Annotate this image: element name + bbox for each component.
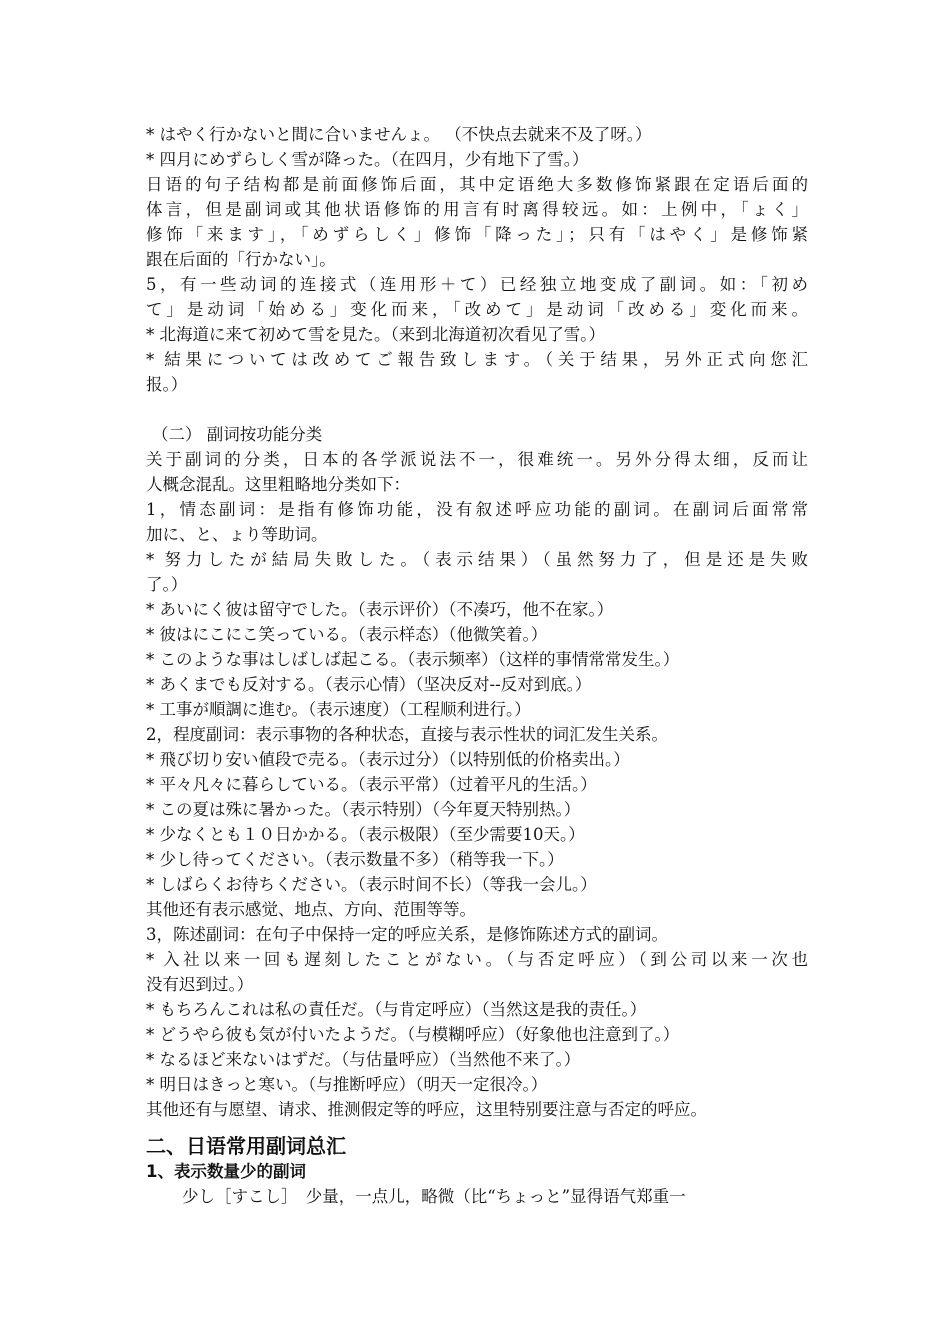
text-line: 其他还有与愿望、请求、推测假定等的呼应，这里特别要注意与否定的呼应。 (146, 1100, 707, 1119)
text-line: 1，情态副词：是指有修饰功能，没有叙述呼应功能的副词。在副词后面常常 (146, 500, 808, 519)
spacer (146, 397, 808, 422)
paragraph-block-1 (146, 122, 808, 397)
text-line: 2，程度副词：表示事物的各种状态，直接与表示性状的词汇发生关系。 (146, 725, 668, 744)
text-line: * 彼はにこにこ笑っている。（表示样态）（他微笑着。） (146, 625, 548, 644)
text-line: * はやく行かないと間に合いませんょ。 （不快点去就来不及了呀。） (146, 125, 652, 144)
text-line: * この夏は殊に暑かった。（表示特别）（今年夏天特别热。） (146, 800, 581, 819)
text-line: 修饰「来ます」，「めずらしく」修饰「降った」；只有「はやく」是修饰紧 (146, 225, 808, 244)
text-line: て」是动词「始める」变化而来，「改めて」是动词「改める」変化而来。 (146, 300, 808, 319)
text-line: * もちろんこれは私の責任だ。（与肯定呼应）（当然这是我的责任。） (146, 1000, 647, 1019)
vocabulary-entry: 少し［すこし］ 少量，一点儿，略微（比“ちょっと”显得语气郑重一 (182, 1187, 686, 1206)
text-line: 报。） (146, 375, 188, 394)
text-line: * なるほど来ないはずだ。（与估量呼应）（当然他不来了。） (146, 1050, 581, 1069)
text-line: * 少なくとも１０日かかる。（表示极限）（至少需要10天。） (146, 825, 585, 844)
text-line: * 少し待ってください。（表示数量不多）（稍等我一下。） (146, 850, 564, 869)
text-line: 了。） (146, 575, 188, 594)
text-line: * しばらくお待ちください。（表示时间不长）（等我一会儿。） (146, 875, 597, 894)
text-line: * 飛び切り安い値段で売る。（表示过分）（以特别低的价格卖出。） (146, 750, 630, 769)
text-line: 3，陈述副词：在句子中保持一定的呼应关系，是修饰陈述方式的副词。 (146, 925, 668, 944)
chapter-heading: 二、日语常用副词总汇 (146, 1134, 346, 1158)
text-line: * 工事が順調に進む。（表示速度）（工程顺利进行。） (146, 700, 531, 719)
text-line: * あいにく彼は留守でした。（表示评价）（不凑巧，他不在家。） (146, 600, 614, 619)
text-line: 跟在后面的「行かない」。 (146, 250, 336, 269)
text-line: 体言，但是副词或其他状语修饰的用言有时离得较远。如：上例中，「ょく」 (146, 200, 808, 219)
text-line: 其他还有表示感觉、地点、方向、范围等等。 (146, 900, 476, 919)
text-line: * 北海道に来て初めて雪を見た。（来到北海道初次看见了雪。） (146, 325, 605, 344)
text-line: * 四月にめずらしく雪が降った。（在四月，少有地下了雪。） (146, 150, 589, 169)
text-line: 人概念混乱。这里粗略地分类如下： (146, 475, 410, 494)
text-line: * 努力したが結局失敗した。（表示结果）（虽然努力了，但是还是失败 (146, 550, 808, 569)
text-line: 关于副词的分类，日本的各学派说法不一，很难统一。另外分得太细，反而让 (146, 450, 808, 469)
document-page (146, 122, 808, 1209)
text-line: 日语的句子结构都是前面修饰后面，其中定语绝大多数修饰紧跟在定语后面的 (146, 175, 808, 194)
text-line: 加に、と、ょり等助词。 (146, 525, 328, 544)
text-line: 没有迟到过。） (146, 975, 254, 994)
subsection-heading: 1、表示数量少的副词 (146, 1162, 306, 1181)
text-line: * 明日はきっと寒い。（与推断呼应）（明天一定很冷。） (146, 1075, 548, 1094)
text-line: 5，有一些动词的连接式（连用形＋て）已经独立地变成了副词。如：「初め (146, 275, 808, 294)
section-heading: （二） 副词按功能分类 (152, 425, 323, 444)
text-line: * 結果については改めてご報告致します。（关于结果，另外正式向您汇 (146, 350, 808, 369)
text-line: * 平々凡々に暮らしている。（表示平常）（过着平凡的生活。） (146, 775, 597, 794)
text-line: * あくまでも反対する。（表示心情）（坚决反对--反对到底。） (146, 675, 592, 694)
paragraph-block-2 (146, 447, 808, 1122)
text-line: * このような事はしばしば起こる。（表示频率）（这样的事情常常发生。） (146, 650, 680, 669)
text-line: * 入社以来一回も遅刻したことがない。（与否定呼应）（到公司以来一次也 (146, 950, 808, 969)
text-line: * どうやら彼も気が付いたようだ。（与模糊呼应）（好象他也注意到了。） (146, 1025, 680, 1044)
